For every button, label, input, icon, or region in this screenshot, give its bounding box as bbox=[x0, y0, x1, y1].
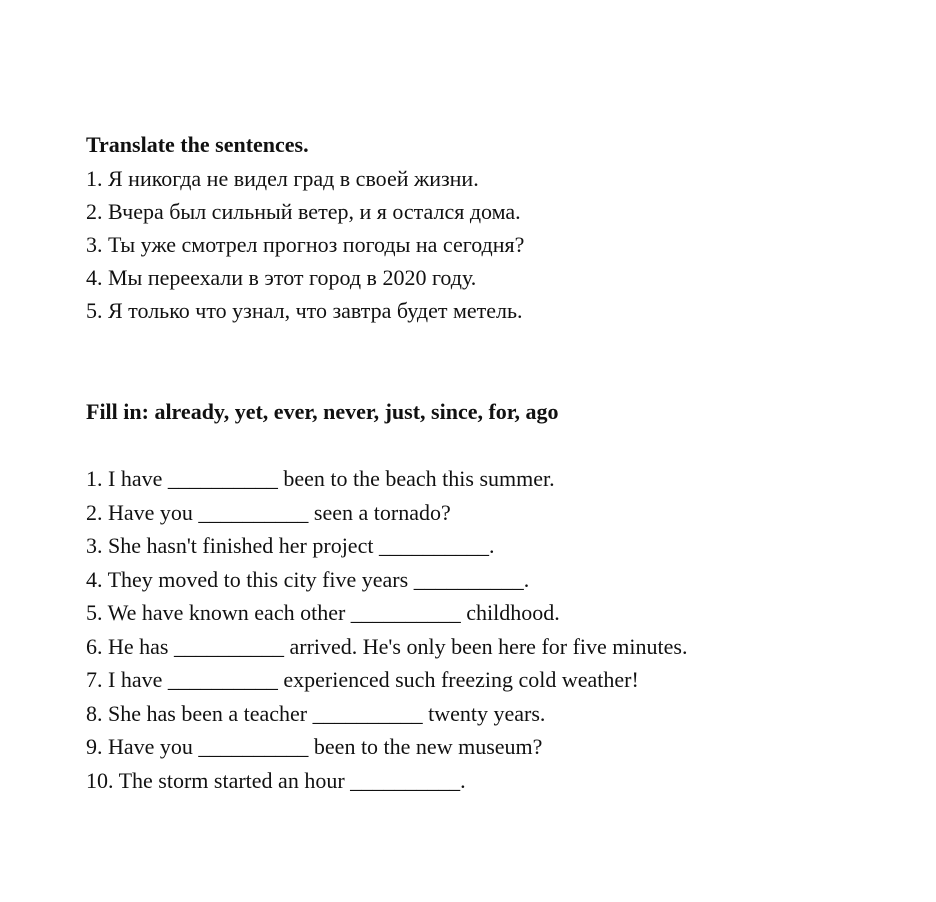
fill-in-item: 2. Have you __________ seen a tornado? bbox=[86, 499, 451, 525]
fill-in-item: 3. She hasn't finished her project __________. bbox=[86, 533, 495, 558]
translate-heading: Translate the sentences. bbox=[86, 132, 309, 157]
translate-item: 3. Ты уже смотрел прогноз погоды на сегодня? bbox=[86, 232, 525, 257]
translate-item: 4. Мы переехали в этот город в 2020 году. bbox=[86, 265, 477, 290]
fill-in-section bbox=[86, 395, 906, 797]
fill-in-item: 4. They moved to this city five years __________. bbox=[86, 566, 530, 592]
section-spacer bbox=[86, 327, 906, 395]
translate-item: 5. Я только что узнал, что завтра будет метель. bbox=[86, 298, 523, 323]
fill-in-item: 7. I have __________ experienced such freezing cold weather! bbox=[86, 667, 639, 692]
translate-item: 2. Вчера был сильный ветер, и я остался дома. bbox=[86, 199, 521, 224]
translate-section bbox=[86, 128, 906, 327]
fill-in-item: 6. He has __________ arrived. He's only been here for five minutes. bbox=[86, 633, 688, 659]
heading-spacer bbox=[86, 429, 906, 462]
fill-in-item: 10. The storm started an hour __________. bbox=[86, 767, 466, 793]
translate-item: 1. Я никогда не видел град в своей жизни. bbox=[86, 166, 479, 191]
fill-in-heading: Fill in: already, yet, ever, never, just, since, for, ago bbox=[86, 399, 559, 424]
fill-in-item: 5. We have known each other __________ childhood. bbox=[86, 600, 560, 625]
fill-in-item: 9. Have you __________ been to the new museum? bbox=[86, 734, 543, 759]
fill-in-item: 8. She has been a teacher __________ twenty years. bbox=[86, 700, 546, 726]
fill-in-item: 1. I have __________ been to the beach this summer. bbox=[86, 466, 555, 491]
worksheet bbox=[86, 128, 906, 797]
